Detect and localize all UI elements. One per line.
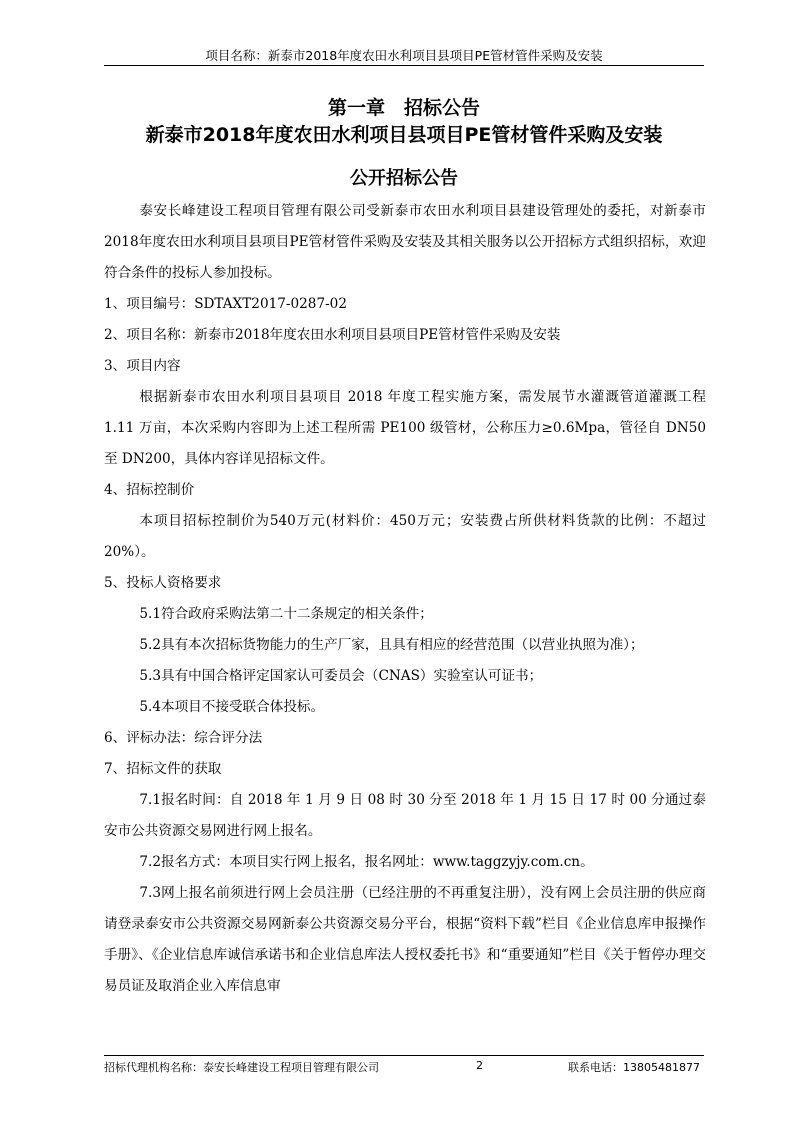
footer-divider [104, 1055, 704, 1056]
qualification-item-2: 5.2具有本次招标货物能力的生产厂家，且具有相应的经营范围（以营业执照为准）； [139, 637, 644, 653]
header-divider [104, 65, 704, 66]
section-project-content-text: 根据新泰市农田水利项目县项目 2018 年度工程实施方案，需发展节水灌溉管道灌溉工程 1.11 万亩，本次采购内容即为上述工程所需 PE100 级管材，公称压力≥0.6Mpa，管径自 DN50 至 DN200，具体内容详见招标文件。 [104, 389, 706, 467]
acquisition-item-1: 7.1报名时间：自 2018 年 1 月 9 日 08 时 30 分至 2018 年 1 月 15 日 17 时 00 分通过泰安市公共资源交易网进行网上报名。 [104, 792, 706, 839]
section-evaluation-method: 6、评标办法：综合评分法 [104, 730, 263, 746]
section-control-price-heading: 4、招标控制价 [104, 482, 195, 498]
section-document-acquisition-heading: 7、招标文件的获取 [104, 761, 222, 777]
qualification-item-4: 5.4本项目不接受联合体投标。 [139, 699, 325, 715]
section-control-price-text: 本项目招标控制价为540万元(材料价：450万元；安装费占所供材料货款的比例：不超过20%）。 [104, 513, 706, 560]
page-number: 2 [476, 1059, 483, 1072]
chapter-title: 第一章 招标公告 [327, 97, 480, 119]
qualification-item-3: 5.3具有中国合格评定国家认可委员会（CNAS）实验室认可证书； [139, 668, 543, 684]
section-project-content-heading: 3、项目内容 [104, 358, 181, 374]
acquisition-item-2: 7.2报名方式：本项目实行网上报名，报名网址：www.taggzyjy.com.cn。 [139, 854, 594, 870]
page-footer [104, 1059, 704, 1077]
footer-phone: 联系电话：13805481877 [568, 1061, 700, 1074]
footer-agency: 招标代理机构名称：泰安长峰建设工程项目管理有限公司 [104, 1061, 379, 1074]
document-body [104, 196, 706, 1002]
notice-title: 公开招标公告 [350, 168, 458, 189]
section-project-name: 2、项目名称：新泰市2018年度农田水利项目县项目PE管材管件采购及安装 [104, 327, 561, 343]
page-header: 项目名称：新泰市2018年度农田水利项目县项目PE管材管件采购及安装 [205, 48, 603, 63]
qualification-item-1: 5.1符合政府采购法第二十二条规定的相关条件； [139, 606, 433, 622]
project-title: 新泰市2018年度农田水利项目县项目PE管材管件采购及安装 [145, 124, 663, 146]
acquisition-item-3: 7.3网上报名前须进行网上会员注册（已经注册的不再重复注册），没有网上会员注册的供应商请登录泰安市公共资源交易网新泰公共资源交易分平台，根据“资料下载”栏目《企业信息库申报操作手册》、《企业信息库诚信承诺书和企业信息库法人授权委托书》和“重要通知”栏目《关于暂停办理交易员证及取消企业入库信息审 [104, 885, 706, 994]
section-qualification-heading: 5、投标人资格要求 [104, 575, 222, 591]
intro-paragraph: 泰安长峰建设工程项目管理有限公司受新泰市农田水利项目县建设管理处的委托，对新泰市2018年度农田水利项目县项目PE管材管件采购及安装及其相关服务以公开招标方式组织招标，欢迎符合条件的投标人参加投标。 [104, 203, 706, 281]
section-project-number: 1、项目编号：SDTAXT2017-0287-02 [104, 296, 347, 312]
